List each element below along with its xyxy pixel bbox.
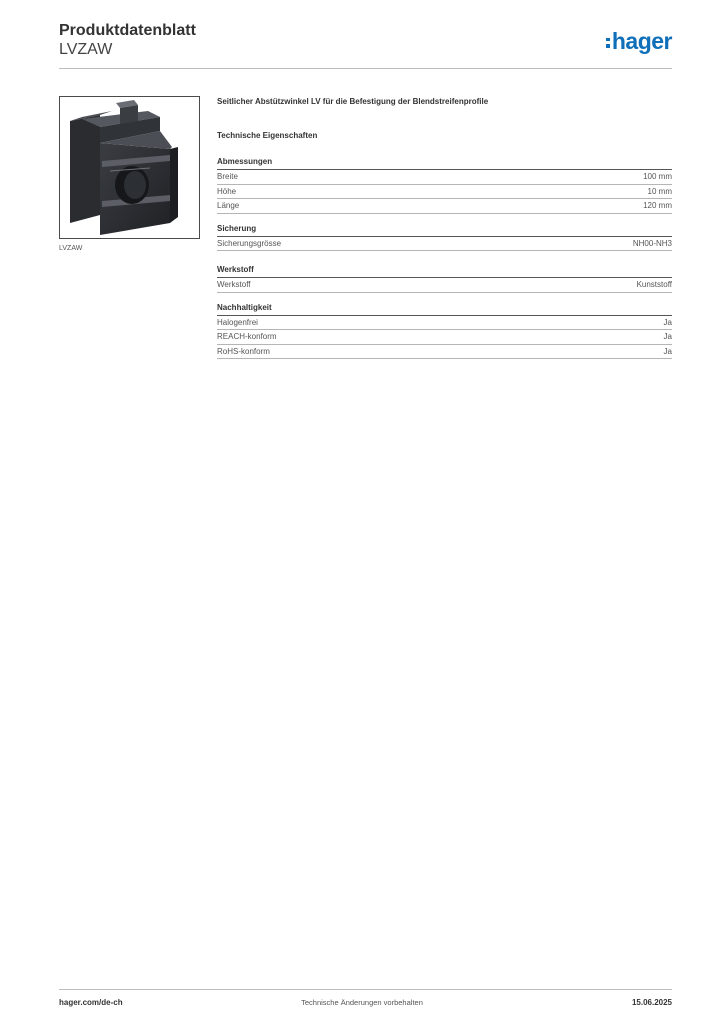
property-value: 100 mm xyxy=(643,172,672,181)
group-sustainability xyxy=(217,303,672,360)
document-title: Produktdatenblatt xyxy=(59,22,196,39)
property-label: Höhe xyxy=(217,186,237,196)
group-title: Sicherung xyxy=(217,224,672,237)
product-details xyxy=(217,96,672,369)
property-row xyxy=(217,237,672,252)
property-value: Kunststoff xyxy=(636,280,672,289)
group-fuse xyxy=(217,224,672,252)
image-caption: LVZAW xyxy=(59,245,83,252)
property-label: Sicherungsgrösse xyxy=(217,238,282,248)
property-label: Länge xyxy=(217,201,240,210)
logo-colon-icon xyxy=(606,38,610,48)
property-value: NH00-NH3 xyxy=(632,238,672,248)
group-dimensions xyxy=(217,157,672,214)
product-image xyxy=(59,96,200,239)
group-title: Abmessungen xyxy=(217,157,672,170)
group-material xyxy=(217,265,672,293)
property-row xyxy=(217,278,672,293)
logo-text: hager xyxy=(611,28,672,54)
property-value: Ja xyxy=(663,346,672,356)
group-title: Nachhaltigkeit xyxy=(217,303,672,316)
property-row xyxy=(217,345,672,360)
property-value: Ja xyxy=(663,332,672,341)
footer-website-link[interactable]: hager.com/de-ch xyxy=(59,998,123,1007)
property-label: Breite xyxy=(217,172,238,181)
page-header xyxy=(59,22,672,68)
footer-date: 15.06.2025 xyxy=(631,998,672,1007)
hager-logo xyxy=(606,28,672,54)
header-divider xyxy=(59,68,672,69)
property-row xyxy=(217,330,672,345)
property-value: 120 mm xyxy=(643,201,672,210)
product-code: LVZAW xyxy=(59,41,113,58)
property-label: Werkstoff xyxy=(217,280,251,289)
property-row xyxy=(217,199,672,214)
product-bracket-illustration xyxy=(60,97,199,238)
property-label: RoHS-konform xyxy=(217,346,270,356)
footer-divider xyxy=(59,989,672,990)
property-label: Halogenfrei xyxy=(217,317,258,327)
group-title: Werkstoff xyxy=(217,265,672,278)
property-row xyxy=(217,185,672,200)
product-description: Seitlicher Abstützwinkel LV für die Befestigung der Blendstreifenprofile xyxy=(217,97,489,106)
technical-properties-heading: Technische Eigenschaften xyxy=(217,131,318,140)
property-label: REACH-konform xyxy=(217,332,277,341)
property-value: Ja xyxy=(663,317,672,327)
property-value: 10 mm xyxy=(647,186,672,196)
footer-note: Technische Änderungen vorbehalten xyxy=(301,998,423,1007)
property-row xyxy=(217,170,672,185)
property-row xyxy=(217,316,672,331)
